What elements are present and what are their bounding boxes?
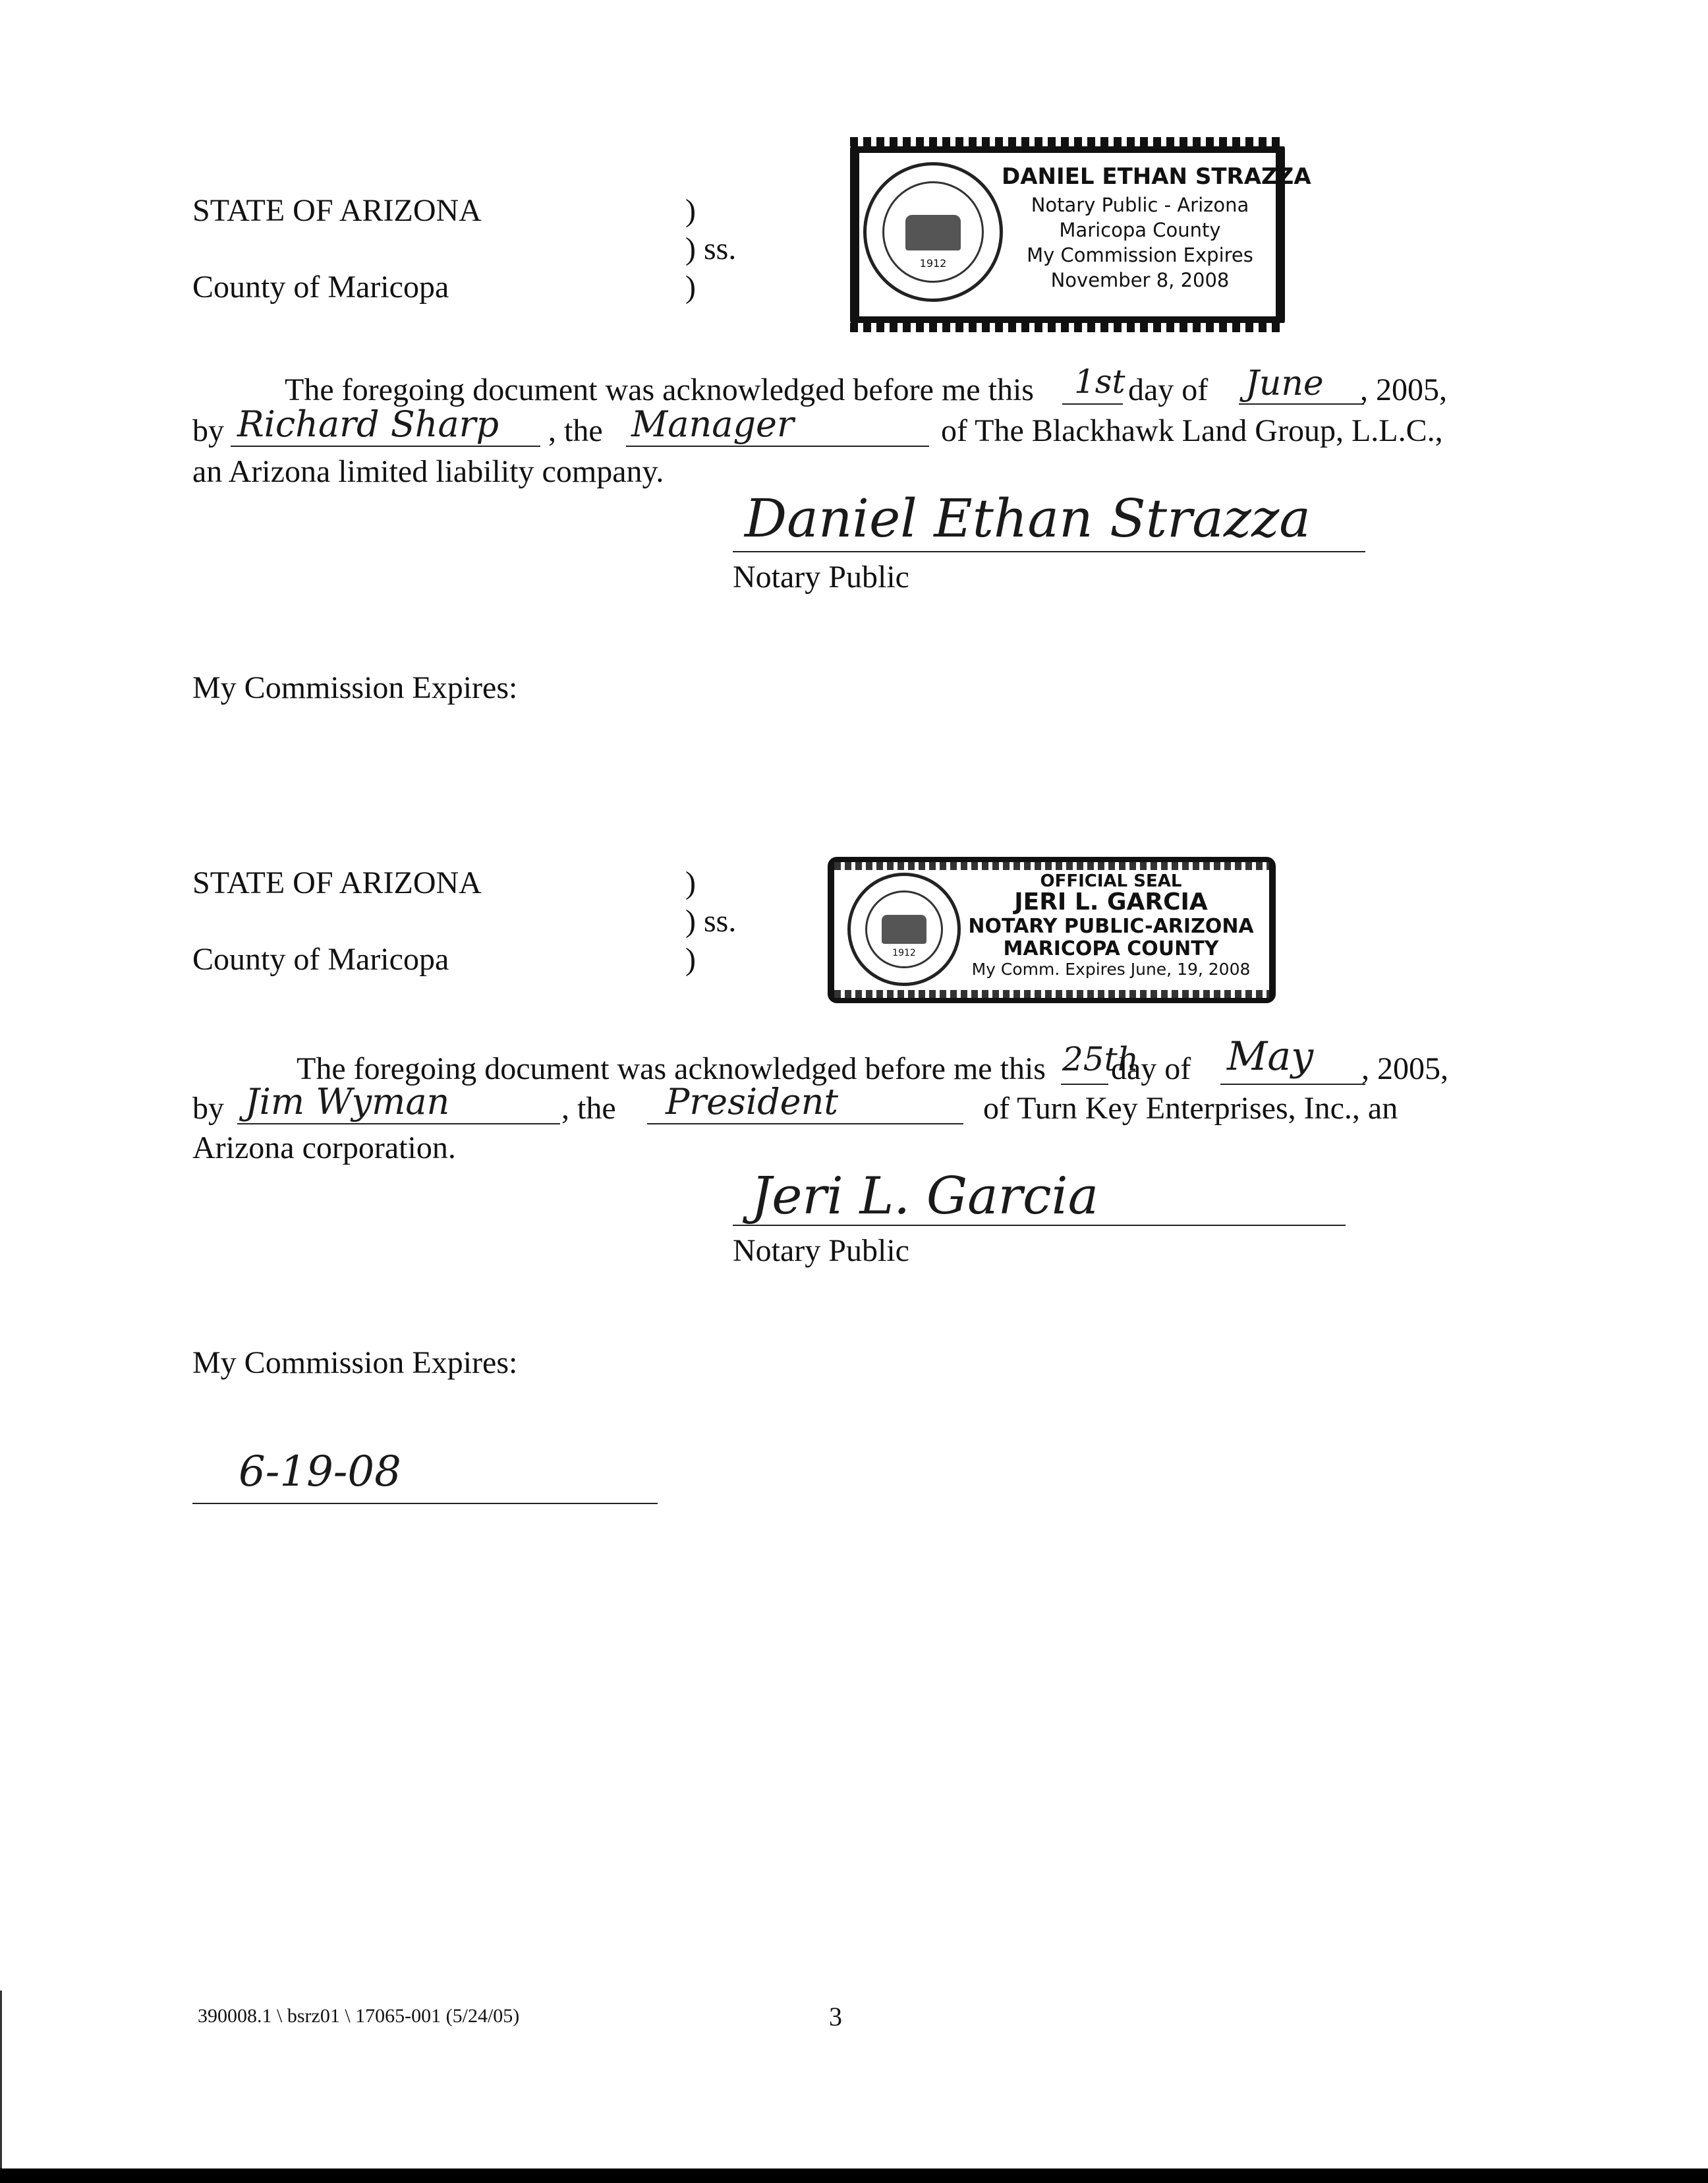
ack-text-1a: The foregoing document was acknowledged before me this: [285, 372, 1034, 407]
county-caption-2: County of Maricopa: [192, 942, 449, 977]
ack-title-1: Manager: [631, 403, 794, 445]
venue-paren-1a: ): [685, 193, 696, 228]
notary-stamp-strazza: 1912 DANIEL ETHAN STRAZZA Notary Public - Arizona Maricopa County My Commission Expires November 8, 2008: [850, 144, 1285, 326]
venue-paren-1b: ): [685, 270, 696, 305]
ack-day-2: 25th: [1062, 1040, 1139, 1078]
venue-ss-1: ) ss.: [685, 231, 737, 266]
commission-date-2: 6-19-08: [239, 1447, 401, 1496]
scan-edge-bottom: [0, 2168, 1708, 2183]
commission-label-1: My Commission Expires:: [192, 670, 518, 705]
stamp-name-2: JERI L. GARCIA: [1014, 888, 1208, 916]
ack-month-1: June: [1245, 364, 1324, 403]
notary-public-label-2: Notary Public: [733, 1233, 909, 1268]
county-caption-1: County of Maricopa: [192, 270, 449, 305]
ack-month-2: May: [1227, 1033, 1314, 1080]
notary-signature-2: Jeri L. Garcia: [751, 1167, 1099, 1226]
notary-signature-1: Daniel Ethan Strazza: [745, 488, 1311, 549]
scan-edge-left: [0, 1991, 2, 2182]
ack-title-2: President: [666, 1081, 839, 1122]
footer-doc-id: 390008.1 \ bsrz01 \ 17065-001 (5/24/05): [198, 2005, 520, 2027]
notary-stamp-garcia: 1912 OFFICIAL SEAL JERI L. GARCIA NOTARY PUBLIC-ARIZONA MARICOPA COUNTY My Comm. Expires June, 19, 2008: [828, 857, 1276, 1003]
notary-public-label-1: Notary Public: [733, 560, 909, 595]
state-caption-2: STATE OF ARIZONA: [192, 865, 482, 900]
state-caption-1: STATE OF ARIZONA: [192, 193, 482, 228]
state-seal-icon: 1912: [863, 162, 1003, 302]
page-number: 3: [829, 2002, 842, 2031]
ack-text-2a: The foregoing document was acknowledged before me this: [297, 1051, 1046, 1086]
ack-day-1: 1st: [1074, 363, 1125, 401]
commission-label-2: My Commission Expires:: [192, 1345, 518, 1380]
ack-signer-1: Richard Sharp: [237, 403, 499, 445]
ack-signer-2: Jim Wyman: [245, 1081, 450, 1122]
state-seal-icon-2: 1912: [847, 873, 961, 986]
stamp-name: DANIEL ETHAN STRAZZA: [1002, 163, 1311, 190]
venue-ss-2: ) ss.: [685, 904, 737, 939]
